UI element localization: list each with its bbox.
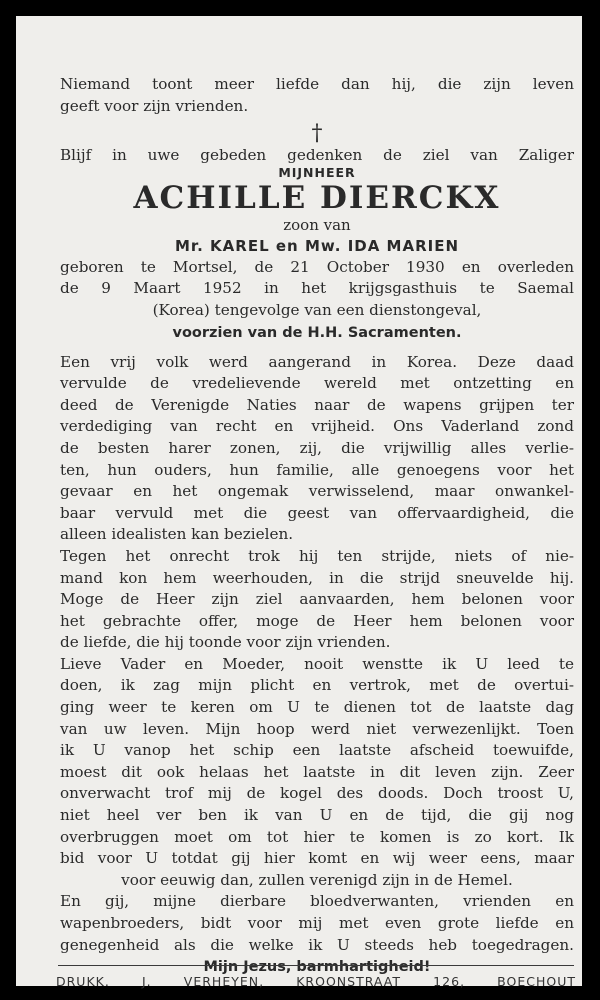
printer-imprint: DRUKK. J. VERHEYEN, KROONSTRAAT 126, BOECHOUT: [56, 974, 576, 989]
memorial-card: [16, 16, 582, 989]
text-line: En gij, mijne dierbare bloedverwanten, vrienden en: [60, 892, 574, 911]
text-line: ging weer te keren om U te dienen tot de laatste dag: [60, 698, 574, 717]
text-line: moest dit ook helaas het laatste in dit leven zijn. Zeer: [60, 762, 574, 781]
birth-line-3: (Korea) tengevolge van een dienstongeval,: [152, 300, 482, 319]
text-line: mand kon hem weerhouden, in die strijd sneuvelde hij.: [60, 568, 574, 587]
text-line: Moge de Heer zijn ziel aanvaarden, hem belonen voor: [60, 590, 574, 609]
card-text: [60, 74, 574, 978]
text-line: van uw leven. Mijn hoop werd niet verwezenlijkt. Toen: [60, 719, 574, 738]
deceased-name: ACHILLE DIERCKX: [133, 179, 501, 216]
text-line: wapenbroeders, bidt voor mij met even grote liefde en: [60, 914, 574, 932]
honorific: MIJNHEER: [278, 164, 356, 180]
text-line: Tegen het onrecht trok hij ten strijde, niets of nie-: [60, 546, 574, 565]
text-line: genegenheid als die welke ik U steeds heb toegedragen.: [60, 935, 574, 954]
text-line: verdediging van recht en vrijheid. Ons Vaderland zond: [60, 417, 574, 436]
paragraph-3: [60, 654, 574, 892]
paragraph-4: [60, 891, 574, 956]
text-line: gevaar en het ongemak verwisselend, maar onwankel-: [60, 482, 574, 501]
closing-prayer: Mijn Jezus, barmhartigheid!: [203, 959, 431, 976]
epigraph-line-1: Niemand toont meer liefde dan hij, die zijn leven: [60, 75, 574, 93]
text-line: vervulde de vredelievende wereld met ontzetting en: [60, 374, 574, 393]
epigraph-line-2: geeft voor zijn vrienden.: [60, 96, 249, 115]
birth-line-2: de 9 Maart 1952 in het krijgsgasthuis te Saemal: [60, 279, 574, 298]
text-line: de besten harer zonen, zij, die vrijwillig alles verlie-: [60, 438, 574, 457]
text-line: niet heel ver ben ik van U en de tijd, die gij nog: [60, 806, 574, 825]
text-line: Lieve Vader en Moeder, nooit wenstte ik U leed te: [60, 654, 574, 673]
text-line: de liefde, die hij toonde voor zijn vrienden.: [60, 633, 391, 652]
text-line: baar vervuld met die geest van offervaardigheid, die: [60, 503, 574, 522]
text-line: ten, hun ouders, hun familie, alle genoegens voor het: [60, 460, 574, 479]
intro-line: Blijf in uwe gebeden gedenken de ziel van Zaliger: [60, 146, 574, 165]
parents-names: Mr. KAREL en Mw. IDA MARIEN: [174, 236, 460, 255]
paragraph-1: [60, 352, 574, 546]
footer-divider: [58, 965, 574, 966]
sacraments-line: voorzien van de H.H. Sacramenten.: [172, 324, 462, 341]
text-line: deed de Verenigde Naties naar de wapens grijpen ter: [60, 395, 574, 414]
text-line: Een vrij volk werd aangerand in Korea. Deze daad: [60, 352, 574, 371]
text-line: alleen idealisten kan bezielen.: [60, 525, 294, 544]
text-line: doen, ik zag mijn plicht en vertrok, met de overtui-: [60, 676, 574, 695]
text-line: onverwacht trof mij de kogel des doods. Doch troost U,: [60, 784, 574, 803]
text-line: ik U vanop het schip een laatste afscheid toewuifde,: [60, 741, 574, 760]
cross-icon: †: [311, 121, 323, 147]
text-line: voor eeuwig dan, zullen verenigd zijn in de Hemel.: [121, 870, 513, 889]
son-of-label: zoon van: [283, 215, 351, 234]
paragraph-2: [60, 546, 574, 654]
text-line: overbruggen moet om tot hier te komen is zo kort. Ik: [60, 827, 574, 846]
text-line: bid voor U totdat gij hier komt en wij weer eens, maar: [60, 849, 574, 868]
text-line: het gebrachte offer, moge de Heer hem belonen voor: [60, 611, 574, 630]
birth-line-1: geboren te Mortsel, de 21 October 1930 en overleden: [60, 257, 574, 276]
